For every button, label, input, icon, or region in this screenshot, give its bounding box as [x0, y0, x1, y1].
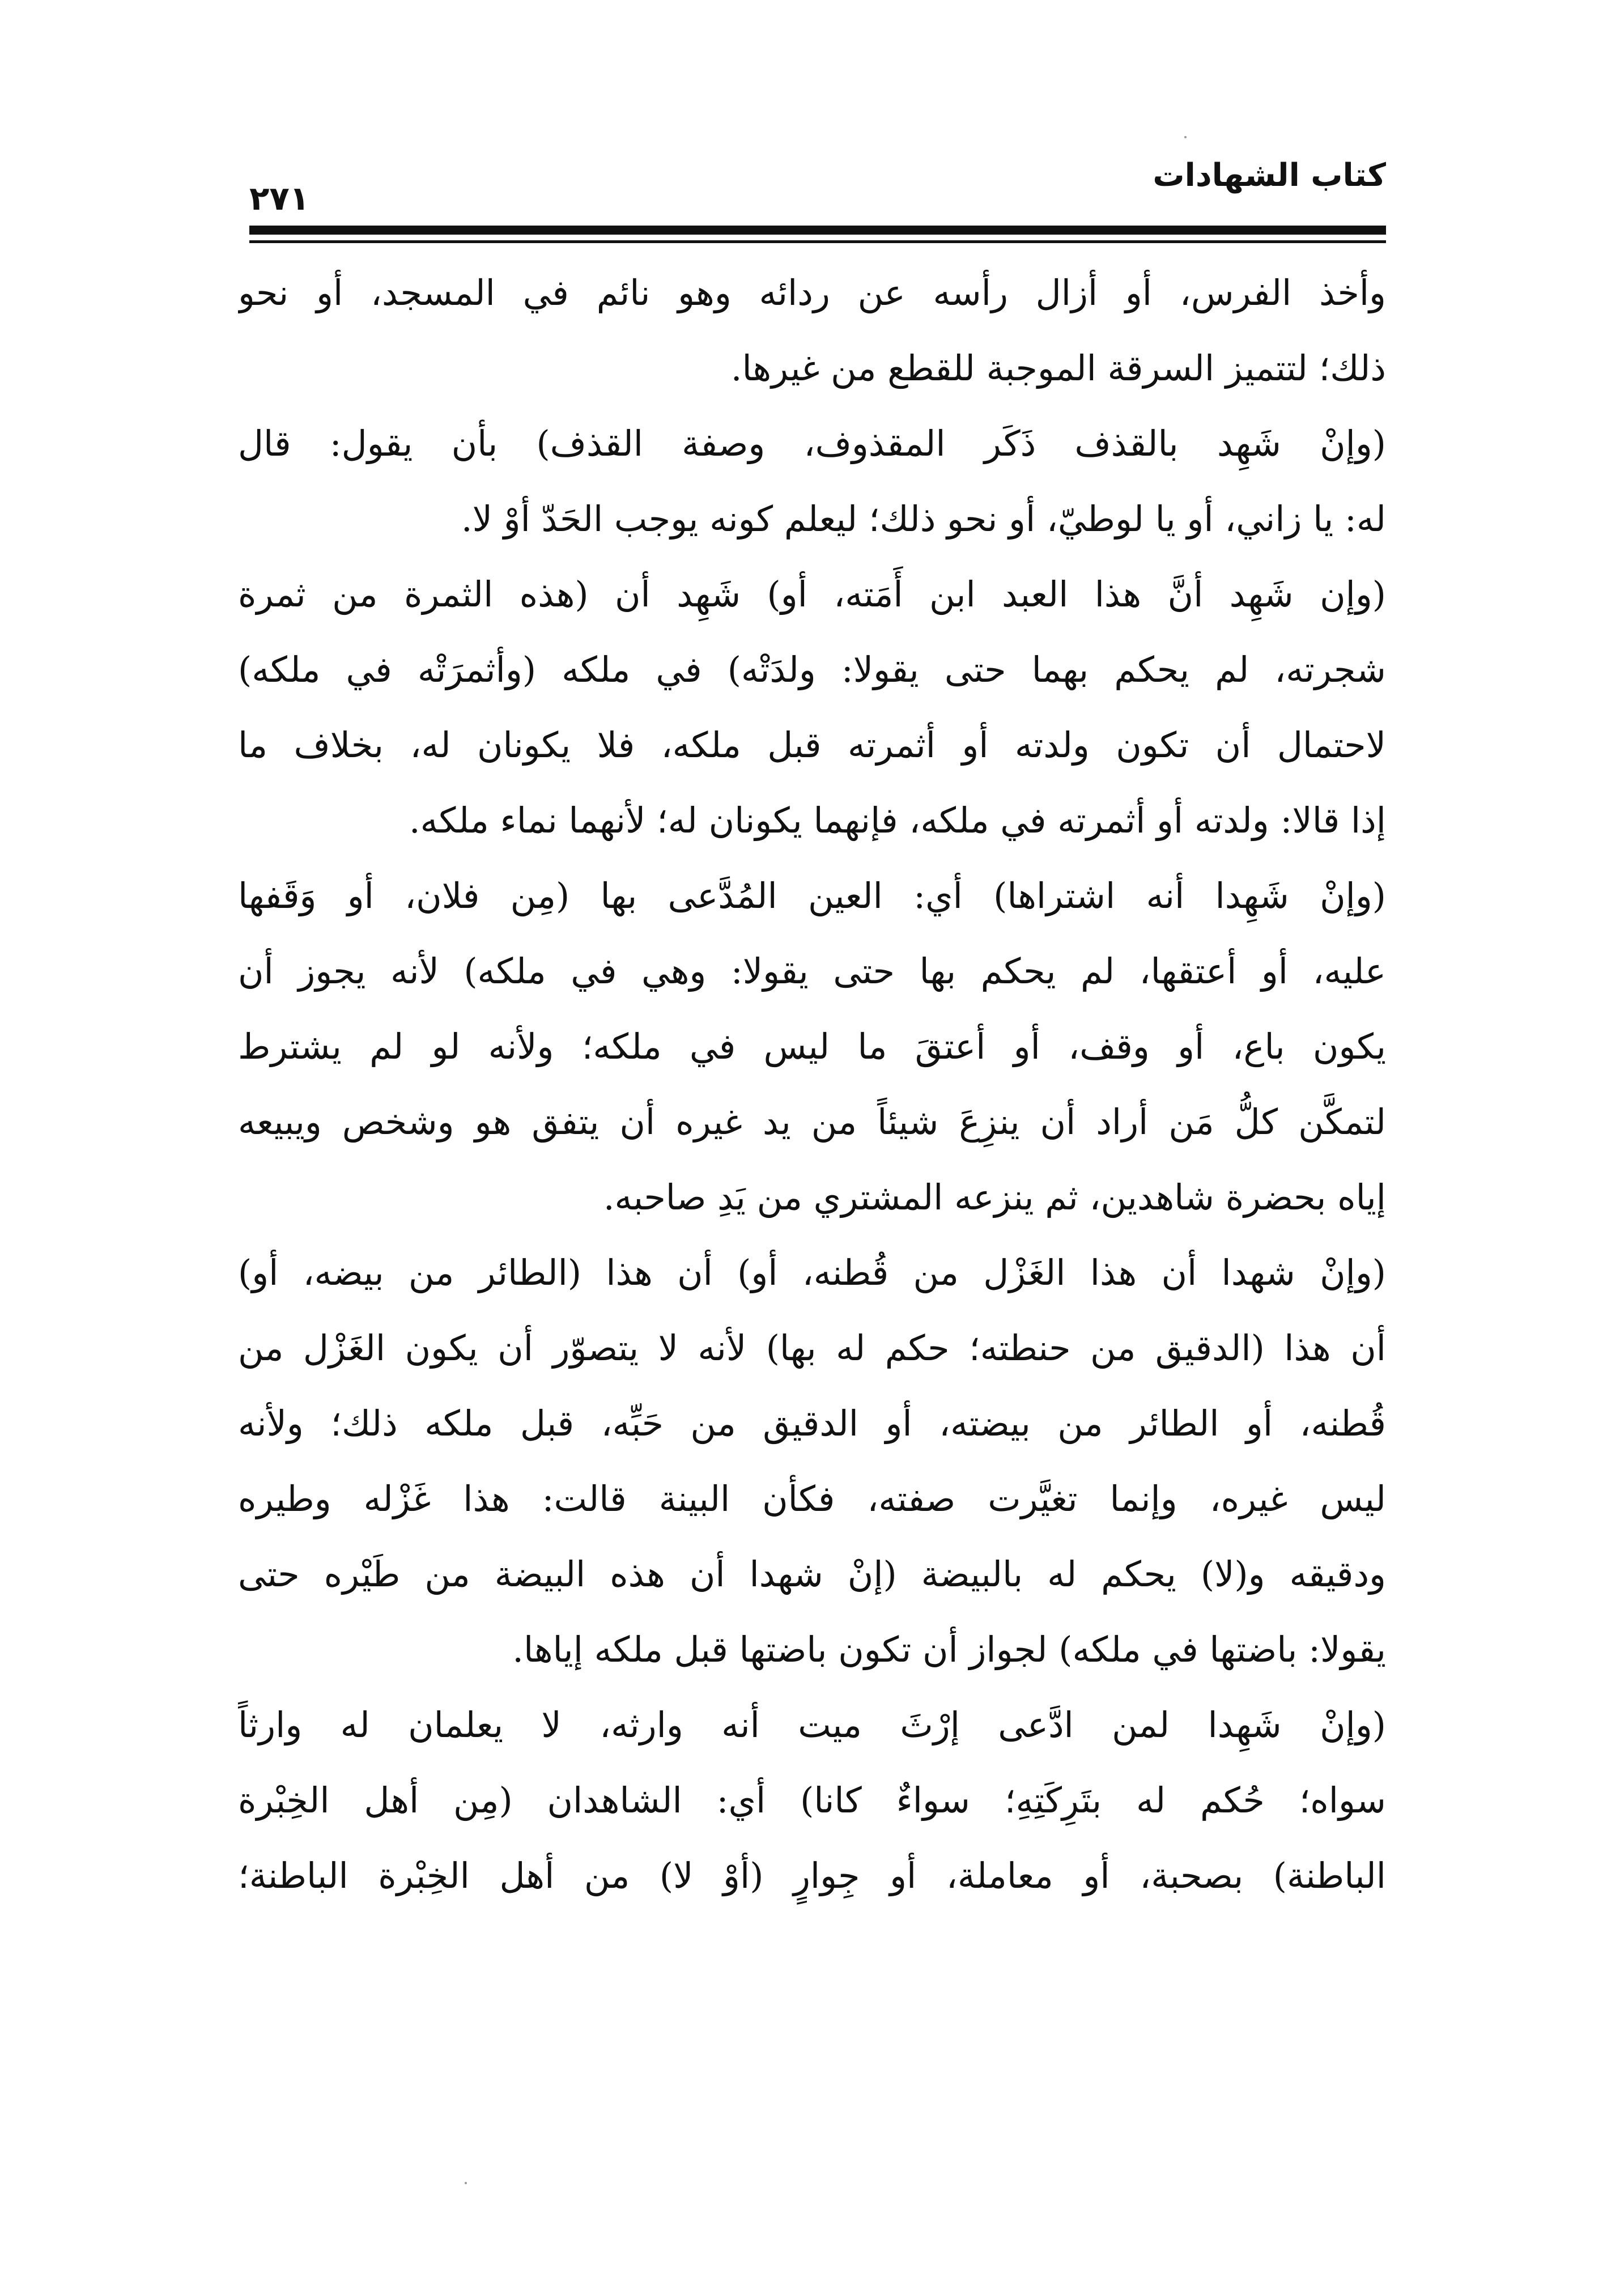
text-line: سواه؛ حُكم له بتَرِكَتِهِ؛ سواءٌ كانا) أي: الشاهدان (مِن أهل الخِبْرة	[238, 1780, 1386, 1821]
text-line: (وإنْ شَهِدا أنه اشتراها) أي: العين المُدَّعى بها (مِن فلان، أو وَقَفها	[238, 875, 1386, 916]
text-line: عليه، أو أعتقها، لم يحكم بها حتى يقولا: وهي في ملكه) لأنه يجوز أن	[238, 950, 1386, 992]
text-line: قُطنه، أو الطائر من بيضته، أو الدقيق من حَبِّه، قبل ملكه ذلك؛ ولأنه	[238, 1403, 1386, 1444]
running-title: كتاب الشهادات	[1153, 157, 1386, 194]
text-line: إياه بحضرة شاهدين، ثم ينزعه المشتري من يَدِ صاحبه.	[603, 1177, 1386, 1218]
text-line: شجرته، لم يحكم بهما حتى يقولا: ولدَتْه) في ملكه (وأثمرَتْه في ملكه)	[238, 649, 1386, 690]
scan-speck	[1184, 136, 1187, 138]
text-line: إذا قالا: ولدته أو أثمرته في ملكه، فإنهما يكونان له؛ لأنهما نماء ملكه.	[409, 800, 1386, 841]
text-line: يقولا: باضتها في ملكه) لجواز أن تكون باضتها قبل ملكه إياها.	[512, 1629, 1386, 1670]
text-line: يكون باع، أو وقف، أو أعتقَ ما ليس في ملكه؛ ولأنه لو لم يشترط	[238, 1026, 1386, 1067]
text-line: ليس غيره، وإنما تغيَّرت صفته، فكأن البينة قالت: هذا غَزْله وطيره	[238, 1478, 1386, 1519]
text-line: الباطنة) بصحبة، أو معاملة، أو جِوارٍ (أوْ لا) من أهل الخِبْرة الباطنة؛	[238, 1855, 1386, 1896]
text-line: ودقيقه و(لا) يحكم له بالبيضة (إنْ شهدا أن هذه البيضة من طَيْره حتى	[238, 1553, 1386, 1595]
text-line: لاحتمال أن تكون ولدته أو أثمرته قبل ملكه، فلا يكونان له، بخلاف ما	[238, 724, 1386, 766]
text-line: (وإنْ شَهِدا لمن ادَّعى إرْثَ ميت أنه وارثه، لا يعلمان له وارثاً	[238, 1704, 1386, 1746]
scan-speck	[465, 2182, 467, 2184]
text-line: أن هذا (الدقيق من حنطته؛ حكم له بها) لأنه لا يتصوّر أن يكون الغَزْل من	[238, 1327, 1386, 1369]
body-text	[238, 255, 1386, 1913]
header-rule-thick	[249, 226, 1386, 235]
page-header	[249, 145, 1386, 230]
text-line: (وإنْ شهدا أن هذا الغَزْل من قُطنه، أو) أن هذا (الطائر من بيضه، أو)	[238, 1252, 1386, 1293]
header-rule-thin	[249, 240, 1386, 243]
text-line: ذلك؛ لتتميز السرقة الموجبة للقطع من غيرها.	[730, 347, 1386, 389]
page-number: ٢٧١	[249, 179, 310, 218]
text-line: لتمكَّن كلُّ مَن أراد أن ينزِعَ شيئاً من يد غيره أن يتفق هو وشخص ويبيعه	[238, 1101, 1386, 1143]
text-line: وأخذ الفرس، أو أزال رأسه عن ردائه وهو نائم في المسجد، أو نحو	[238, 272, 1386, 313]
text-line: له: يا زاني، أو يا لوطيّ، أو نحو ذلك؛ ليعلم كونه يوجب الحَدّ أوْ لا.	[461, 498, 1386, 540]
text-line: (وإنْ شَهِد بالقذف ذَكَر المقذوف، وصفة القذف) بأن يقول: قال	[238, 423, 1386, 464]
text-line: (وإن شَهِد أنَّ هذا العبد ابن أَمَته، أو) شَهِد أن (هذه الثمرة من ثمرة	[238, 574, 1386, 615]
